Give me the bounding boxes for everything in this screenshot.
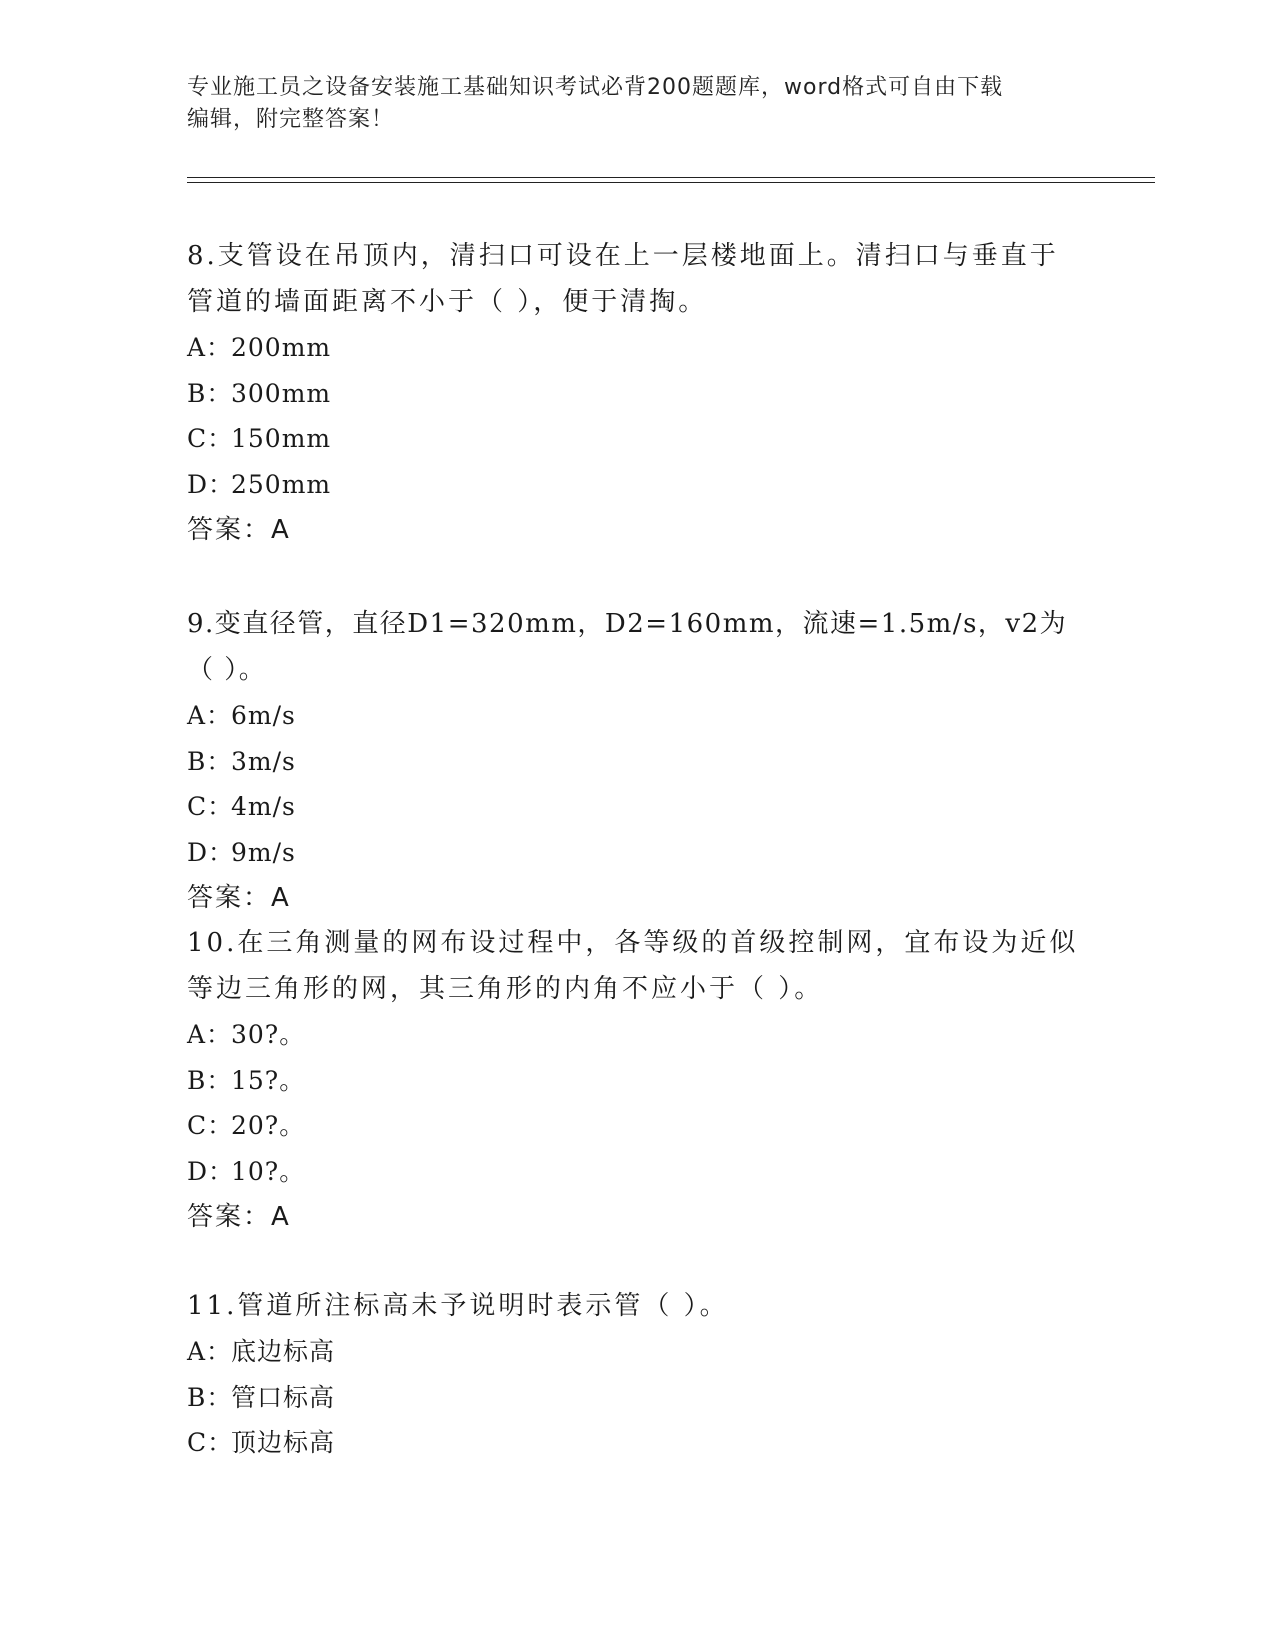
option-b	[187, 1375, 1087, 1421]
answer-line: 答案：A	[187, 1202, 291, 1232]
question-9	[187, 601, 1087, 921]
option-text: 10?。	[231, 1156, 306, 1186]
option-key: B：	[187, 1382, 233, 1412]
option-text: 150mm	[231, 424, 332, 453]
question-stem: 8.支管设在吊顶内，清扫口可设在上一层楼地面上。清扫口与垂直于	[187, 241, 1059, 271]
option-text: 底边标高	[231, 1337, 336, 1366]
option-a	[187, 693, 1087, 739]
question-11	[187, 1283, 1087, 1466]
option-text: 300mm	[231, 378, 332, 408]
header-divider-top	[187, 177, 1155, 178]
answer-line: 答案：A	[187, 883, 291, 913]
option-a	[187, 325, 1087, 371]
option-key: C：	[187, 424, 234, 453]
option-text: 顶边标高	[231, 1428, 336, 1457]
option-text: 6m/s	[231, 701, 296, 730]
option-text: 250mm	[231, 469, 332, 499]
option-key: B：	[187, 746, 233, 776]
option-key: C：	[187, 1111, 234, 1140]
option-b	[187, 739, 1087, 785]
option-key: A：	[187, 333, 233, 362]
option-a	[187, 1329, 1087, 1375]
option-key: A：	[187, 701, 233, 730]
option-key: D：	[187, 469, 235, 499]
option-d	[187, 462, 1087, 508]
question-8	[187, 233, 1087, 553]
option-text: 30?。	[231, 1020, 306, 1049]
option-key: A：	[187, 1337, 233, 1366]
question-10	[187, 920, 1087, 1240]
option-text: 4m/s	[231, 792, 296, 821]
option-a	[187, 1012, 1087, 1058]
question-stem-continued: 管道的墙面距离不小于（ ），便于清掏。	[187, 287, 708, 317]
option-key: D：	[187, 837, 235, 867]
option-key: A：	[187, 1020, 233, 1049]
option-b	[187, 371, 1087, 417]
option-text: 9m/s	[231, 837, 296, 867]
answer-line: 答案：A	[187, 515, 291, 545]
option-key: C：	[187, 1428, 234, 1457]
option-text: 20?。	[231, 1111, 306, 1140]
option-key: B：	[187, 378, 233, 408]
option-c	[187, 416, 1087, 462]
option-d	[187, 830, 1087, 876]
question-stem: 11.管道所注标高未予说明时表示管（ ）。	[187, 1291, 729, 1321]
option-c	[187, 1420, 1087, 1466]
question-stem-continued: 等边三角形的网，其三角形的内角不应小于（ ）。	[187, 974, 824, 1004]
question-stem: 10.在三角测量的网布设过程中，各等级的首级控制网，宜布设为近似	[187, 928, 1079, 958]
option-text: 15?。	[231, 1065, 306, 1095]
option-c	[187, 1103, 1087, 1149]
question-stem: 9.变直径管，直径D1=320mm，D2=160mm，流速=1.5m/s，v2为（ ）。	[187, 609, 1068, 685]
option-d	[187, 1149, 1087, 1195]
option-text: 3m/s	[231, 746, 296, 776]
document-header	[187, 72, 1087, 136]
option-text: 200mm	[231, 333, 332, 362]
header-line-2: 编辑，附完整答案！	[187, 107, 395, 132]
option-c	[187, 784, 1087, 830]
header-line-1: 专业施工员之设备安装施工基础知识考试必背200题题库，word格式可自由下载	[187, 75, 1004, 100]
option-text: 管口标高	[231, 1382, 336, 1412]
option-key: C：	[187, 792, 234, 821]
option-key: D：	[187, 1156, 235, 1186]
option-b	[187, 1058, 1087, 1104]
header-divider-bottom	[187, 182, 1155, 183]
option-key: B：	[187, 1065, 233, 1095]
